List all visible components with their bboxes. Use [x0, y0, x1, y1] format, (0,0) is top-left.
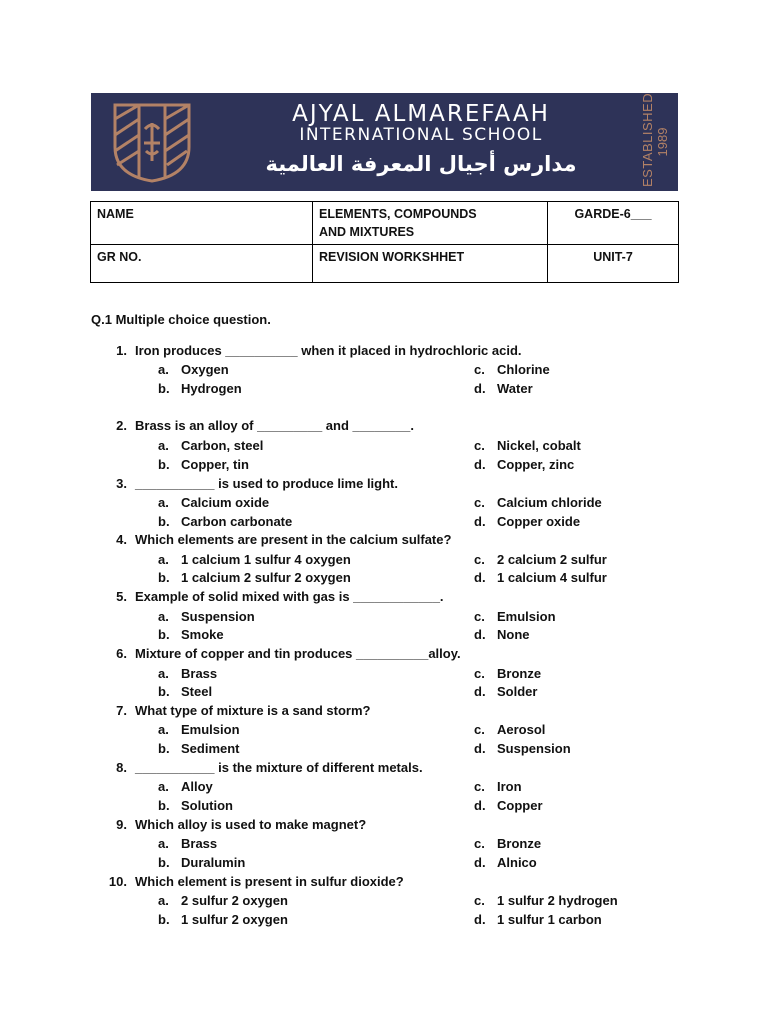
- worksheet-type: REVISION WORKSHHET: [319, 250, 465, 264]
- question-text: What type of mixture is a sand storm?: [135, 703, 371, 718]
- question-text: Iron produces __________ when it placed in hydrochloric acid.: [135, 343, 522, 358]
- option-text: Emulsion: [181, 722, 240, 737]
- option-text: Emulsion: [497, 609, 556, 624]
- option-letter: a.: [158, 438, 169, 453]
- option-text: Solution: [181, 798, 233, 813]
- option-letter: c.: [474, 836, 485, 851]
- section-heading: Q.1 Multiple choice question.: [91, 312, 271, 327]
- option-letter: d.: [474, 798, 486, 813]
- option-letter: c.: [474, 552, 485, 567]
- option-text: Carbon carbonate: [181, 514, 293, 529]
- option-letter: a.: [158, 666, 169, 681]
- option-letter: a.: [158, 495, 169, 510]
- option-text: 1 calcium 1 sulfur 4 oxygen: [181, 552, 351, 567]
- question-number: 3.: [116, 476, 127, 491]
- option-text: None: [497, 627, 530, 642]
- option-letter: a.: [158, 722, 169, 737]
- option-text: Chlorine: [497, 362, 550, 377]
- option-text: Sediment: [181, 741, 240, 756]
- grade-label: GARDE-6___: [574, 207, 652, 221]
- school-name-arabic: مدارس أجيال المعرفة العالمية: [265, 152, 577, 176]
- established-year: 1989: [655, 127, 670, 157]
- student-info-table: [90, 201, 679, 283]
- option-letter: d.: [474, 741, 486, 756]
- option-letter: a.: [158, 836, 169, 851]
- topic-line1: ELEMENTS, COMPOUNDS: [319, 207, 477, 221]
- option-letter: c.: [474, 609, 485, 624]
- question-number: 6.: [116, 646, 127, 661]
- option-text: Suspension: [497, 741, 571, 756]
- option-text: 1 sulfur 2 oxygen: [181, 912, 288, 927]
- option-text: Copper, tin: [181, 457, 249, 472]
- option-letter: b.: [158, 684, 170, 699]
- option-text: Calcium oxide: [181, 495, 270, 510]
- topic-line2: AND MIXTURES: [319, 225, 415, 239]
- option-text: 1 calcium 4 sulfur: [497, 570, 607, 585]
- option-text: Alnico: [497, 855, 537, 870]
- option-letter: b.: [158, 741, 170, 756]
- option-letter: b.: [158, 855, 170, 870]
- question-text: Which element is present in sulfur dioxide?: [135, 874, 404, 889]
- school-banner: [91, 93, 678, 191]
- school-name-line2: INTERNATIONAL SCHOOL: [299, 125, 543, 145]
- option-text: Copper oxide: [497, 514, 581, 529]
- option-letter: a.: [158, 779, 169, 794]
- option-text: Aerosol: [497, 722, 546, 737]
- option-letter: c.: [474, 362, 485, 377]
- option-letter: c.: [474, 495, 485, 510]
- option-letter: a.: [158, 893, 169, 908]
- option-letter: d.: [474, 570, 486, 585]
- school-logo-icon: [109, 99, 195, 185]
- question-number: 4.: [116, 532, 127, 547]
- option-letter: b.: [158, 457, 170, 472]
- option-letter: a.: [158, 609, 169, 624]
- question-text: ___________ is the mixture of different metals.: [135, 760, 423, 775]
- option-text: Nickel, cobalt: [497, 438, 581, 453]
- question-text: Brass is an alloy of _________ and ________.: [135, 418, 414, 433]
- option-text: Oxygen: [181, 362, 229, 377]
- option-letter: a.: [158, 552, 169, 567]
- option-letter: d.: [474, 457, 486, 472]
- unit-label: UNIT-7: [593, 250, 633, 264]
- question-number: 9.: [116, 817, 127, 832]
- grade-cell: [548, 202, 679, 245]
- option-text: Steel: [181, 684, 213, 699]
- option-letter: d.: [474, 684, 486, 699]
- school-name-line1: AJYAL ALMAREFAAH: [292, 101, 550, 127]
- question-text: Example of solid mixed with gas is ____________.: [135, 589, 444, 604]
- question-number: 8.: [116, 760, 127, 775]
- option-text: 1 sulfur 1 carbon: [497, 912, 602, 927]
- option-text: Hydrogen: [181, 381, 242, 396]
- option-text: 2 sulfur 2 oxygen: [181, 893, 288, 908]
- worksheet-type-cell: [313, 245, 548, 283]
- topic-cell: [313, 202, 548, 245]
- option-text: Smoke: [181, 627, 224, 642]
- question-text: ___________ is used to produce lime light.: [135, 476, 398, 491]
- option-text: Copper: [497, 798, 543, 813]
- option-text: Bronze: [497, 666, 542, 681]
- option-text: Bronze: [497, 836, 542, 851]
- option-letter: b.: [158, 570, 170, 585]
- option-text: Suspension: [181, 609, 255, 624]
- option-text: Iron: [497, 779, 522, 794]
- option-letter: b.: [158, 798, 170, 813]
- name-cell[interactable]: [91, 202, 313, 245]
- option-letter: c.: [474, 666, 485, 681]
- option-text: 1 calcium 2 sulfur 2 oxygen: [181, 570, 351, 585]
- option-letter: c.: [474, 722, 485, 737]
- option-text: Brass: [181, 666, 218, 681]
- question-text: Mixture of copper and tin produces __________alloy.: [135, 646, 461, 661]
- established-label: ESTABLISHED: [640, 93, 655, 187]
- question-text: Which alloy is used to make magnet?: [135, 817, 367, 832]
- option-text: Carbon, steel: [181, 438, 264, 453]
- option-letter: a.: [158, 362, 169, 377]
- option-text: 1 sulfur 2 hydrogen: [497, 893, 618, 908]
- established-stamp: [633, 93, 677, 187]
- option-letter: d.: [474, 912, 486, 927]
- question-number: 10.: [108, 874, 127, 889]
- option-text: Brass: [181, 836, 218, 851]
- option-text: Duralumin: [181, 855, 246, 870]
- option-letter: b.: [158, 627, 170, 642]
- option-letter: d.: [474, 514, 486, 529]
- option-letter: b.: [158, 381, 170, 396]
- option-letter: c.: [474, 779, 485, 794]
- question-number: 7.: [116, 703, 127, 718]
- option-text: Copper, zinc: [497, 457, 575, 472]
- option-text: Calcium chloride: [497, 495, 602, 510]
- option-letter: c.: [474, 438, 485, 453]
- gr-no-cell[interactable]: [91, 245, 313, 283]
- question-number: 1.: [116, 343, 127, 358]
- option-letter: d.: [474, 381, 486, 396]
- option-text: 2 calcium 2 sulfur: [497, 552, 607, 567]
- unit-cell: [548, 245, 679, 283]
- option-letter: b.: [158, 514, 170, 529]
- option-letter: d.: [474, 627, 486, 642]
- name-label: NAME: [97, 207, 134, 221]
- question-text: Which elements are present in the calcium sulfate?: [135, 532, 452, 547]
- option-text: Water: [497, 381, 533, 396]
- question-number: 5.: [116, 589, 127, 604]
- option-text: Solder: [497, 684, 538, 699]
- question-number: 2.: [116, 418, 127, 433]
- option-letter: c.: [474, 893, 485, 908]
- option-text: Alloy: [181, 779, 213, 794]
- gr-no-label: GR NO.: [97, 250, 142, 264]
- option-letter: d.: [474, 855, 486, 870]
- option-letter: b.: [158, 912, 170, 927]
